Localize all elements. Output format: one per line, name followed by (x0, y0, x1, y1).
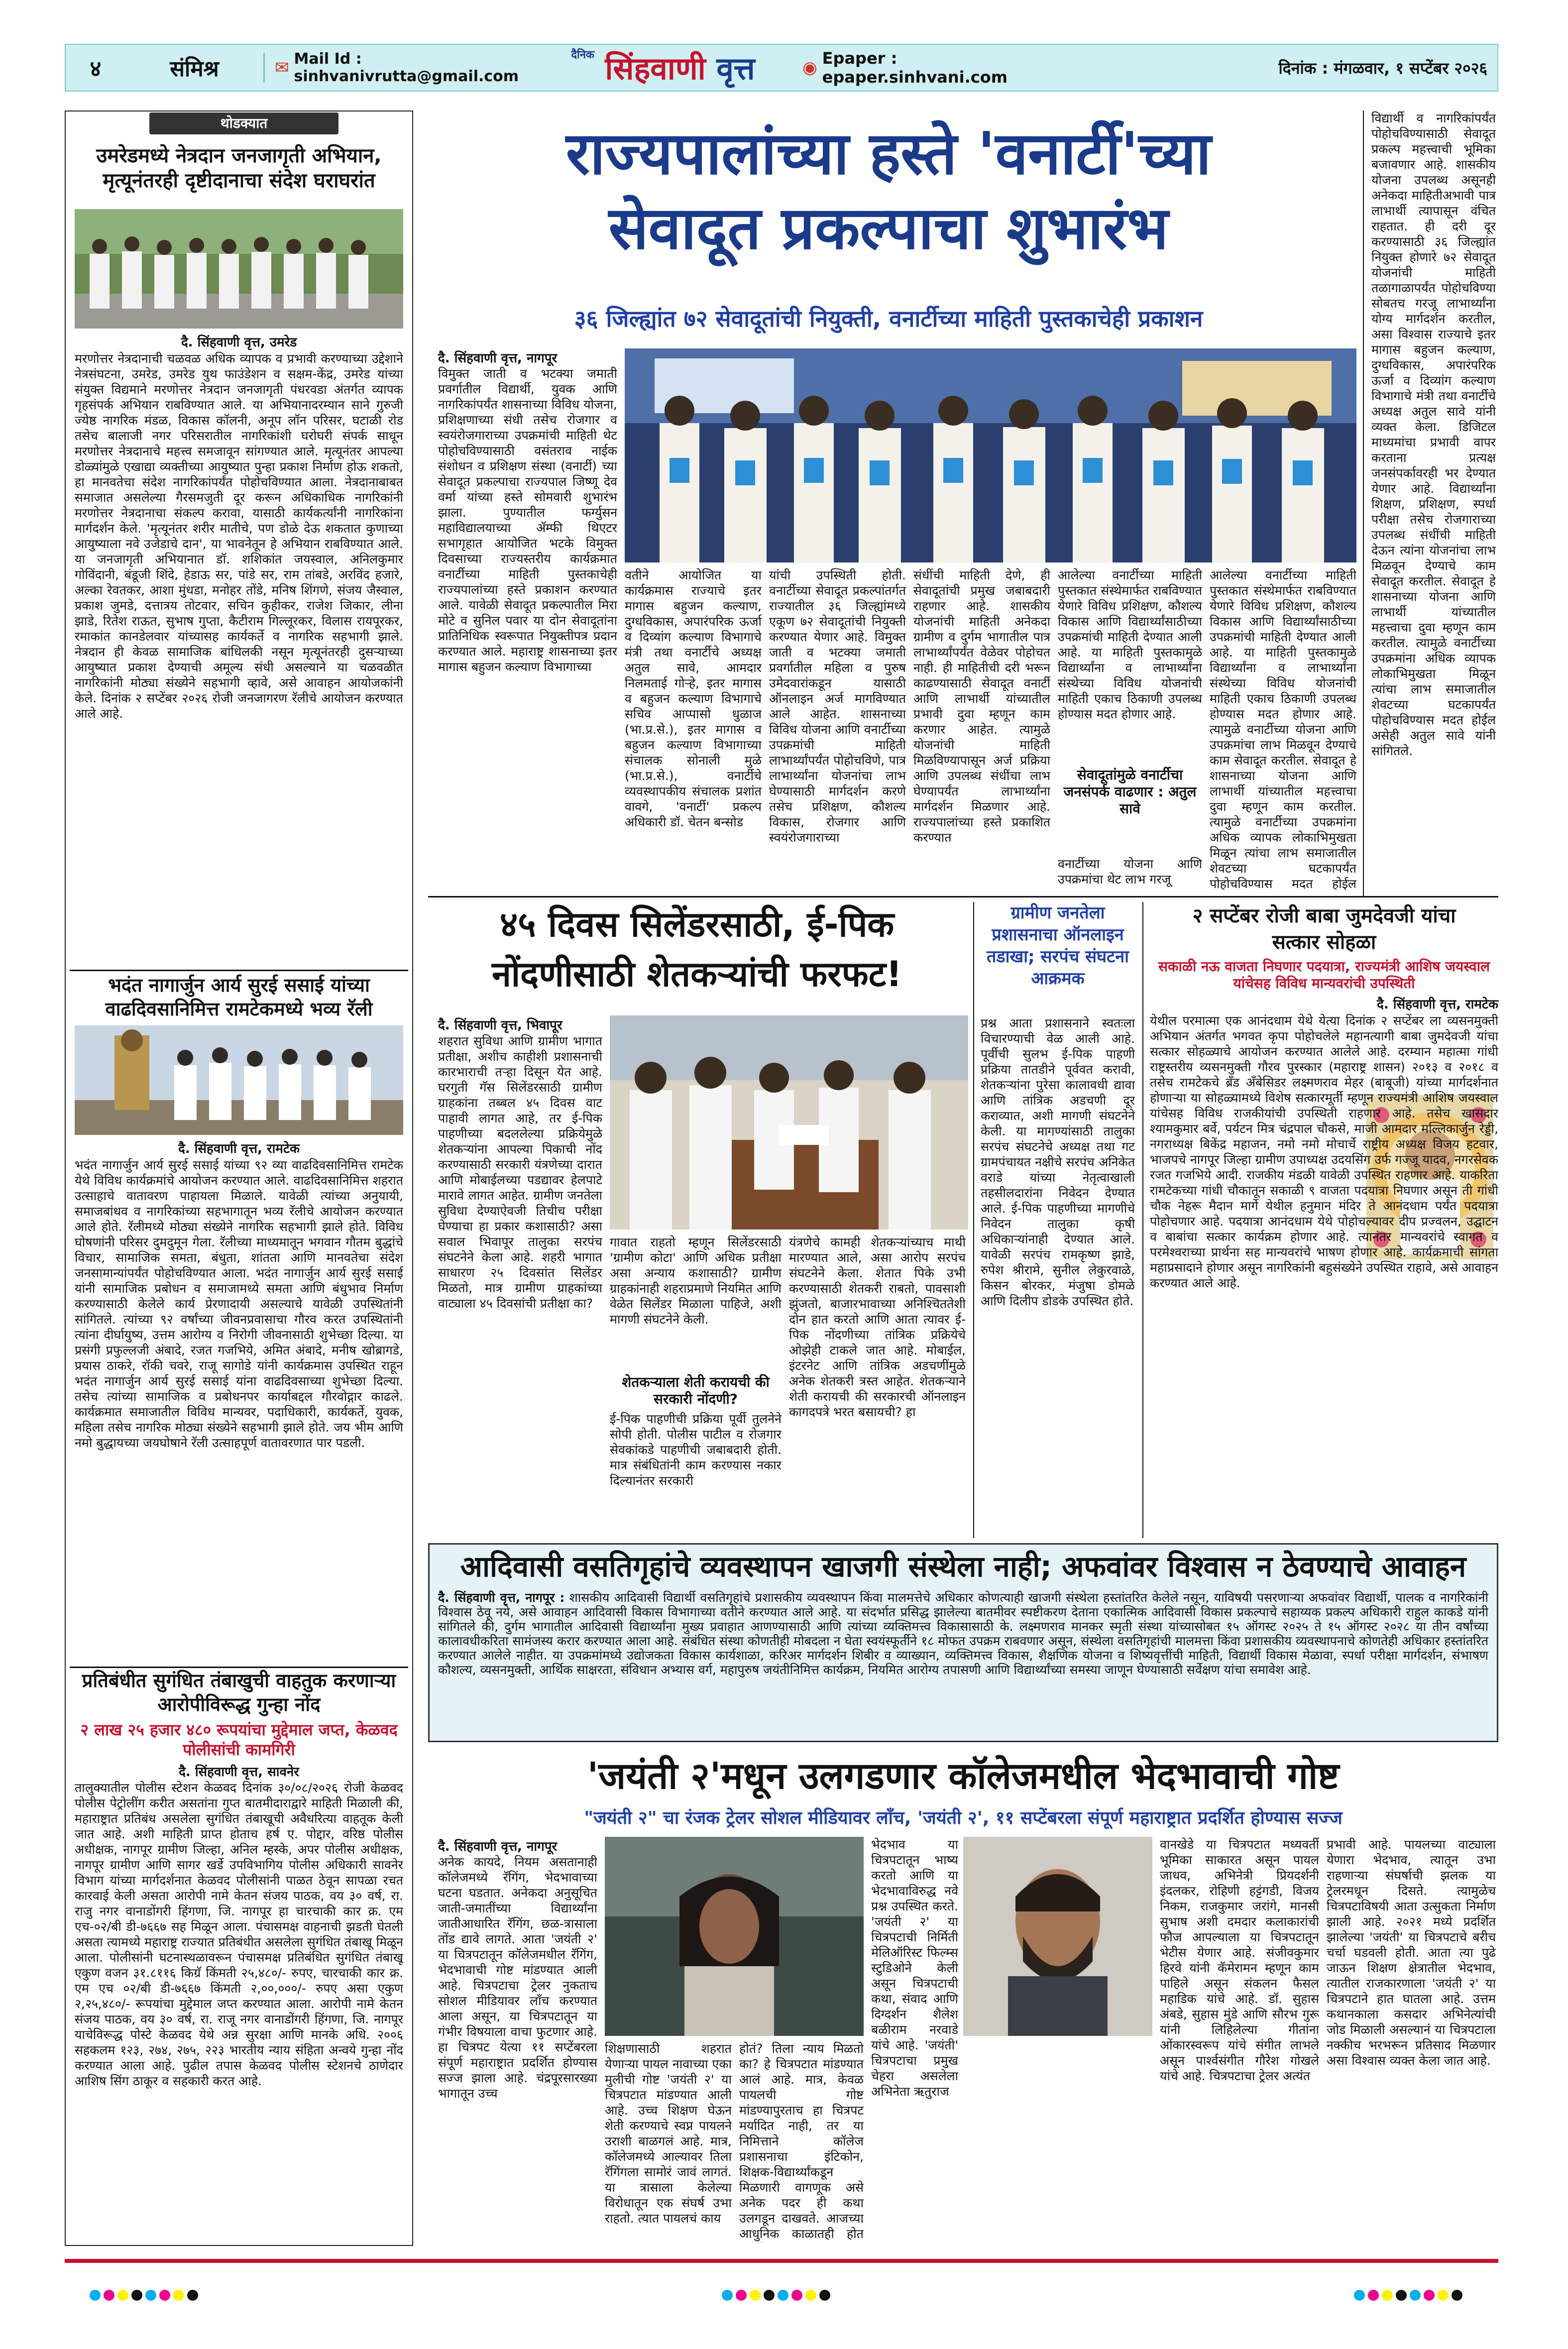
lead-col1: विमुक्त जाती व भटक्या जमाती प्रवर्गातील विद्यार्थी, युवक आणि नागरिकांपर्यंत शासनाच्या विविध योजना, प्रशिक्षणाच्या संधी तसेच रोजगार व स्वयंरोजगाराच्या उपक्रमांची माहिती थेट पोहोचविण्यासाठी वसंतराव नाईक संशोधन व प्रशिक्षण संस्था (वनार्टी) च्या सेवादूत प्रकल्पाचा राज्यपाल जिष्णू देव वर्मा यांच्या हस्ते सोमवारी शुभारंभ झाला. पुण्यातील फर्ग्युसन महाविद्यालयाच्या ॲम्फी थिएटर सभागृहात आयोजित भटके विमुक्त दिवसाच्या राज्यस्तरीय कार्यक्रमात वनार्टीच्या माहिती पुस्तकाचेही राज्यपालांच्या हस्ते प्रकाशन करण्यात आले. यावेळी सेवादूत प्रकल्पातील मिरा मोटे व सुनिल पवार या दोन सेवादूतांना प्रातिनिधिक स्वरूपात नियुक्तीपत्र प्रदान करण्यात आले. महाराष्ट्र शासनाच्या इतर मागास बहुजन कल्याण विभागाच्या (438, 366, 617, 674)
story2-byline: दै. सिंहवाणी वृत्त, रामटेक (178, 1141, 300, 1156)
satkar-body: येथील परमात्मा एक आनंदधाम येथे येत्या दिनांक २ सप्टेंबर ला व्यसनमुक्ती अभियान अंतर्गत भगवत कृपा पोहोचलेले महानत्यागी बाबा जुमदेवजी यांचा सत्कार सोहळ्याचे आयोजन करण्यात आलेले आहे. दरम्यान महात्मा गांधी राष्ट्रस्तरीय व्यसनमुक्ती गौरव पुरस्कार (महाराष्ट्र शासन) २०१३ व २०१८ व तसेच रामटेकचे ब्रँड अँबेसिडर लक्ष्मणराव मेहर (बाबूजी) यांच्या मार्गदर्शनात होणाऱ्या या सोहळ्यामध्ये विशेष सत्कारमूर्ती म्हणून राज्यमंत्री आशिष जयस्वाल यांचेसह विविध राजकीयांची उपस्थिती राहणार आहे. तसेच खासदार श्यामकुमार बर्वे, पर्यटन मित्र चंद्रपाल चौकसे, माजी आमदार मल्लिकार्जुन रेड्डी, नगराध्यक्ष बिकेंद्र महाजन, नमो नमो मोचार्चे राष्ट्रीय अध्यक्ष विजय हटवार, भाजपचे नागपूर जिल्हा ग्रामीण उपाध्यक्ष उदयसिंग उर्फ गज्जू यादव, नगरसेवक रजत गजभिये आदी. राजकीय मंडळी यावेळी उपस्थित राहणार आहे. याकरिता रामटेकच्या गांधी चौकातून सकाळी ९ वाजता पदयात्रा निघणार असून ती गांधी चौक नेहरू मैदान मार्गे येथील हनुमान मंदिर ते आनंदधाम पर्यंत पदयात्रा पोहोचणार आहे. पदयात्रा आनंदधाम येथे पोहोचल्यावर दीप प्रज्वलन, उद्घाटन व बाबांचा सत्कार कार्यक्रम होणार आहे. त्यानंतर मान्यवरांचे स्वागत व परमेश्वराच्या प्रार्थना सह मान्यवरांचे भाषण होणार आहे. कार्यक्रमाची सांगता महाप्रसादाने होणार असून नागरिकांनी बहुसंख्येने उपस्थित राहावे, असे आवाहन करण्यात आले आहे. (1150, 1013, 1498, 1290)
lead-headline-1: राज्यपालांच्या हस्ते 'वनार्टी'च्या (565, 119, 1212, 188)
issue-date: दिनांक : मंगळवार, १ सप्टेंबर २०२६ (1278, 58, 1487, 78)
eye-donation-group-photo (75, 209, 403, 329)
cyl-byline: दै. सिंहवाणी वृत्त, भिवापूर (438, 1018, 562, 1033)
jayanti-col3: होतं? तिला न्याय मिळतो का? हे चित्रपटात मांडण्यात आलं आहे. मात्र, केवळ पायलची गोष्ट मांडण्यापुरताच हा चित्रपट मर्यादित नाही, तर या निमित्ताने कॉलेज प्रशासनाचा इंटिकोन, शिक्षक-विद्यार्थ्यांकडून मिळणारी वागणूक असे अनेक पदर ही कथा उलगडून दाखवते. आजच्या आधुनिक काळातही होत (739, 2041, 864, 2241)
cyl-col3: यंत्रणेचे कामही शेतकऱ्यांच्याच माथी मारण्यात आले, असा आरोप सरपंच संघटनेने केला. शेतात पिके उभी करण्यासाठी शेतकरी राबतो, पावसाशी झुंजतो, बाजारभावाच्या अनिश्चिततेशी दोन हात करतो आणि आता त्यावर ई-पिक नोंदणीच्या तांत्रिक प्रक्रियेचे ओझेही टाकले जात आहे. मोबाईल, इंटरनेट आणि तांत्रिक अडचणींमुळे अनेक शेतकरी त्रस्त आहेत. शेतकऱ्याने शेती करायची की सरकारची ऑनलाइन कागदपत्रे भरत बसायची? हा (789, 1235, 966, 1419)
sidebar-divider-1 (70, 970, 408, 971)
satkar-headline-1: २ सप्टेंबर रोजी बाबा जुमदेवजी यांचा (1192, 904, 1456, 927)
mail-id[interactable] (265, 50, 524, 85)
page-number: ४ (90, 56, 102, 82)
lead-col2: वतीने आयोजित या कार्यक्रमास राज्याचे इतर मागास बहुजन कल्याण, दुग्धविकास, अपारंपरिक ऊर्जा व दिव्यांग कल्याण विभागाचे मंत्री तथा वनार्टीचे अध्यक्ष अतुल सावे, आमदार निलमताई गोऱ्हे, इतर मागास व बहुजन कल्याण विभागाचे सचिव आप्पासो धुळाज (भा.प्र.से.), इतर मागास व बहुजन कल्याण विभागाच्या संचालक सोनाली मुळे (भा.प्र.से.), वनार्टीचे व्यवस्थापकीय संचालक प्रशांत वावगे, 'वनार्टी' प्रकल्प अधिकारी डॉ. चेतन बन्सोड (625, 568, 762, 829)
lead-col5-tail: वनार्टीच्या योजना आणि उपक्रमांचा थेट लाभ गरजू (1058, 857, 1202, 887)
memorandum-photo (610, 1015, 968, 1230)
jayanti-col5: वानखेडे या चित्रपटात मध्यवर्ती भूमिका साकारत असून पायल जाधव, अभिनेत्री प्रियदर्शनी इंदलकर, रोहिणी हट्टंगडी, विजय निकम, राजकुमार जरांगे, मानसी सुभाष अशी दमदार कलाकारांची फौज आपल्याला या चित्रपटातून भेटीस येणार आहे. संजीवकुमार हिरवे यांनी कॅमेरामन म्हणून काम पाहिले असून संकलन फैसल महाडिक यांचे आहे. डॉ. सुहास अंबडे, सुहास मुंडे आणि सौरभ गुरू यांनी लिहिलेल्या गीतांना ओंकारस्वरूप यांचे संगीत लाभले असून पार्श्वसंगीत गौरेश गोखले यांचे आहे. चित्रपटाचा ट्रेलर अत्यंत (1160, 1837, 1319, 2083)
jayanti-still-girl (605, 1837, 864, 2036)
governor-launch-photo (625, 348, 1356, 562)
lead-subheadline: ३६ जिल्ह्यांत ७२ सेवादूतांची नियुक्ती, वनार्टीच्या माहिती पुस्तकाचेही प्रकाशन (574, 305, 1203, 332)
satkar-subheadline: सकाळी नऊ वाजता निघणार पदयात्रा, राज्यमंत्री आशिष जयस्वाल यांचेसह विविध मान्यवरांची उपस्थिती (1158, 958, 1490, 992)
logo-main: सिंहवाणी (605, 50, 706, 87)
adivasi-text: शासकीय आदिवासी विद्यार्थी वसतिगृहांचे प्रशासकीय व्यवस्थापन किंवा मालमत्तेचे अधिकार कोणत्याही खाजगी संस्थेला हस्तांतरित केलेले नसून, याविषयी पसरणाऱ्या अफवांवर विद्यार्थी, पालक व नागरिकांनी विश्वास ठेवू नये, असे आवाहन आदिवासी विकास विभागाच्या वतीने करण्यात आले आहे. या संदर्भात प्रसिद्ध झालेल्या बातमीवर स्पष्टीकरण देताना एकात्मिक आदिवासी विकास प्रकल्पाचे सहाय्यक प्रकल्प अधिकारी राहुल काकडे यांनी सांगितले की, दुर्गम भागातील आदिवासी विद्यार्थ्यांना मुख्य प्रवाहात आणण्यासाठी आणि त्यांच्या व्यक्तिमत्त्व विकासासाठी के. लक्ष्मणराव मानकर स्मृती संस्था यांच्यासोबत १५ ऑगस्ट २०२५ ते १५ ऑगस्ट २०२८ या तीन वर्षांच्या कालावधीकरिता सामंजस्य करार करण्यात आला आहे. संबंधित संस्था कोणतीही मोबदला न घेता स्वयंस्फूर्तीने १८ मोफत उपक्रम राबवणार असून, संस्थेला वसतिगृहांची मालमत्ता किंवा प्रशासकीय व्यवस्थापनाचे कोणतेही अधिकार हस्तांतरित करण्यात आलेले नाहीत. या उपक्रमांमध्ये उद्योजकता विकास कार्यशाळा, करिअर मार्गदर्शन शिबीर व व्याख्यान, व्यक्तिमत्त्व विकास, शैक्षणिक योजना व शिष्यवृत्तींची माहिती, विद्यार्थी विकास मेळावा, स्पर्धा परीक्षा मार्गदर्शन, संभाषण कौशल्य, व्यसनमुक्ती, आर्थिक साक्षरता, संविधान अभ्यास वर्ग, महापुरुष जयंतीनिमित्त कार्यक्रम, नियमित आरोग्य तपासणी आणि विद्यार्थ्यांच्या समस्या जाणून घेण्यासाठी सर्वेक्षण यांचा समावेश आहे. (438, 1590, 1488, 1677)
jayanti-col2: शिक्षणासाठी शहरात येणाऱ्या पायल नावाच्या एका मुलीची गोष्ट 'जयंती २' या चित्रपटात मांडण्यात आली आहे. उच्च शिक्षण घेऊन शेती करण्याचे स्वप्न पायलने उराशी बाळगलं आहे. मात्र, कॉलेजमध्ये आल्यावर तिला रॅगिंगला सामोरं जावं लागतं. या त्रासाला केलेल्या विरोधातून एक संघर्ष उभा राहतो. त्यात पायलचं काय (605, 2041, 732, 2226)
logo-prefix: दैनिक (571, 49, 594, 61)
story2-title: भदंत नागार्जुन आर्य सुरई ससाई यांच्या वाढदिवसानिमित्त रामटेकमध्ये भव्य रॅली (105, 974, 373, 1020)
lead-col5-subhead: सेवादूतांमुळे वनार्टीचा जनसंपर्क वाढणार : अतुल सावे (1063, 767, 1197, 817)
lead-col5: आलेल्या वनार्टीच्या माहिती पुस्तकात संस्थेमार्फत राबविण्यात येणारे विविध प्रशिक्षण, कौशल्य विकास आणि विद्यार्थ्यांसाठीच्या उपक्रमांची माहिती देण्यात आली आहे. या माहिती पुस्तकामुळे विद्यार्थ्यांना व लाभार्थ्यांना संस्थेच्या विविध योजनांची माहिती एकाच ठिकाणी उपलब्ध होण्यास मदत होणार आहे. (1058, 568, 1202, 721)
cyl-col2: गावात राहतो म्हणून सिलेंडरसाठी 'ग्रामीण कोटा' आणि अधिक प्रतीक्षा असा अन्याय कशासाठी? ग्रामीण ग्राहकांनाही शहराप्रमाणे नियमित आणि वेळेत सिलेंडर मिळाला पाहिजे, अशी मागणी संघटनेने केली. (610, 1235, 782, 1327)
jayanti-col1: अनेक कायदे, नियम असतानाही कॉलेजमध्ये रॅगिंग, भेदभावाच्या घटना घडतात. अनेकदा अनुसूचित जाती-जमातींच्या विद्यार्थ्यांना जातीआधारित रॅगिंग, छळ-त्रासाला तोंड द्यावे लागते. आता 'जयंती २' या चित्रपटातून कॉलेजमधील रॅगिंग, भेदभावाची गोष्ट मांडण्यात आली आहे. चित्रपटाचा ट्रेलर नुकताच सोशल मीडियावर लाँच करण्यात आला असून, या चित्रपटातून या गंभीर विषयाला वाचा फुटणार आहे. हा चित्रपट येत्या ११ सप्टेंबरला संपूर्ण महाराष्ट्रात प्रदर्शित होण्यास सज्ज झाला आहे. चंद्रपूरसारख्या भागातून उच्च (438, 1855, 597, 2101)
page-header (65, 44, 1498, 92)
satkar-byline: दै. सिंहवाणी वृत्त, रामटेक (1377, 997, 1498, 1012)
jayanti-still-man (963, 1837, 1152, 2036)
lead-bottom-rule (428, 896, 1498, 897)
story3-title: प्रतिबंधीत सुगंधित तंबाखुची वाहतुक करणाऱ्या आरोपीविरूद्ध गुन्हा नोंद (82, 1670, 396, 1715)
story2-body: भदंत नागार्जुन आर्य सुरई ससाई यांच्या ९२ व्या वाढदिवसानिमित्त रामटेक येथे विविध कार्यक्रमांचे आयोजन करण्यात आले. वाढदिवसानिमित्त शहरात उत्साहाचे वातावरण पाहायला मिळाले. यावेळी त्यांच्या अनुयायी, समाजबांधव व नागरिकांच्या सहभागातून भव्य रॅलीचे आयोजन करण्यात आले होते. रॅलीमध्ये मोठ्या संख्येने नागरिक सहभागी झाले होते. विविध घोषणांनी परिसर दुमदुमून गेला. रॅलीच्या माध्यमातून भगवान गौतम बुद्धांचे विचार, सामाजिक समता, बंधुता, शांतता आणि मानवतेचा संदेश जनसामान्यांपर्यंत पोहोचविण्यात आला. भदंत नागार्जुन आर्य सुरई ससाई यांनी सामाजिक प्रबोधन व समाजामध्ये समता आणि बंधुभाव निर्माण करण्यासाठी केलेले कार्य प्रेरणादायी असल्याचे यावेळी उपस्थितांनी सांगितले. त्यांच्या ९२ वर्षांच्या जीवनप्रवासाचा गौरव करत उपस्थितांनी त्यांना दीर्घायुष्य, उत्तम आरोग्य व निरोगी जीवनासाठी शुभेच्छा दिल्या. या प्रसंगी प्रफुल्लजी अंबादे, रजत गजभिये, अमित अंबादे, मनीष खोब्रागडे, प्रयास ठाकरे, रॉकी चवरे, राजू सागोडे यांनी कार्यक्रमास उपस्थित राहून भदंत नागार्जुन आर्य सुरई ससाई यांना वाढदिवसाच्या शुभेच्छा दिल्या. तसेच त्यांच्या सामाजिक व प्रबोधनपर कार्याबद्दल गौरवोद्गार काढले. कार्यक्रमात समाजातील विविध मान्यवर, पदाधिकारी, कार्यकर्ते, युवक, महिला तसेच नागरिक मोठ्या संख्येने सहभागी झाले होते. जय भीम आणि नमो बुद्धायच्या जयघोषाने रॅली उत्साहपूर्ण वातावरणात पार पडली. (75, 1158, 403, 1450)
story1-byline: दै. सिंहवाणी वृत्त, उमरेड (181, 335, 297, 350)
cyl-headline-2: नोंदणीसाठी शेतकऱ्यांची फरफट! (492, 954, 902, 995)
sidebar-divider-2 (70, 1667, 408, 1668)
logo-tail: वृत्त (716, 50, 755, 87)
lead-col3: यांची उपस्थिती होती. वनार्टीच्या सेवादूत प्रकल्पांतर्गत राज्यातील ३६ जिल्ह्यांमध्ये एकूण ७२ सेवादूतांची नियुक्ती करण्यात येणार आहे. विमुक्त जाती व भटक्या जमाती प्रवर्गातील महिला व पुरुष उमेदवारांकडून यासाठी ऑनलाइन अर्ज मागविण्यात आले आहेत. शासनाच्या विविध योजना आणि वनार्टीच्या उपक्रमांची माहिती लाभार्थ्यांपर्यंत पोहोचविणे, पात्र लाभार्थ्यांना योजनांचा लाभ घेण्यासाठी मार्गदर्शन करणे तसेच प्रशिक्षण, कौशल्य विकास, रोजगार आणि स्वयंरोजगाराच्या (769, 568, 906, 845)
jayanti-col6: प्रभावी आहे. पायलच्या वाट्याला येणारा भेदभाव, त्यातून उभा राहणाऱ्या संघर्षाची झलक या ट्रेलरमधून दिसते. त्यामुळेच चित्रपटाविषयी आता उत्सुकता निर्माण झाली आहे. २०२१ मध्ये प्रदर्शित झालेल्या 'जयंती' या चित्रपटाचे बरीच चर्चा घडवली होती. आता त्या पुढे जाऊन शिक्षण क्षेत्रातील भेदभाव, त्यातील राजकारणाला 'जयंती २' या चित्रपटाने हात घातला आहे. उत्तम कथानकाला कसदार अभिनेत्यांची जोड मिळाली असल्यानं या चित्रपटाला नक्कीच भरभरून प्रतिसाद मिळणार असा विश्वास व्यक्त केला जात आहे. (1327, 1837, 1496, 2068)
lead-col6: आलेल्या वनार्टीच्या माहिती पुस्तकात संस्थेमार्फत राबविण्यात येणारे विविध प्रशिक्षण, कौशल्य विकास आणि विद्यार्थ्यांसाठीच्या उपक्रमांची माहिती देण्यात आली आहे. या माहिती पुस्तकामुळे विद्यार्थ्यांना व लाभार्थ्यांना संस्थेच्या विविध योजनांची माहिती एकाच ठिकाणी उपलब्ध होण्यास मदत होणार आहे. त्यामुळे वनार्टीच्या योजना आणि उपक्रमांचा लाभ मिळवून देण्याचे काम सेवादूत करतील. सेवादूत हे शासनाच्या योजना आणि लाभार्थी यांच्यातील महत्त्वाचा दुवा म्हणून काम करतील. त्यामुळे वनार्टीच्या उपक्रमांना अधिक व्यापक लोकाभिमुखता मिळून त्यांचा लाभ समाजातील शेवटच्या घटकापर्यंत पोहोचविण्यास मदत होईल (1210, 568, 1356, 891)
sidebar-tag: थोडक्यात (149, 112, 338, 134)
adivasi-body (438, 1590, 1488, 1735)
jayanti-headline: 'जयंती २'मधून उलगडणार कॉलेजमधील भेदभावाची गोष्ट (587, 1755, 1340, 1797)
lead-byline: दै. सिंहवाणी वृत्त, नागपूर (438, 351, 558, 366)
section-name: संमिश्र (125, 53, 265, 83)
adivasi-byline: दै. सिंहवाणी वृत्त, नागपूर : (438, 1590, 565, 1605)
epaper-link[interactable] (802, 49, 1081, 87)
epaper-icon: ◉ (802, 58, 817, 78)
rally-photo (75, 1025, 403, 1135)
story3-byline: दै. सिंहवाणी वृत्त, सावनेर (179, 1765, 299, 1780)
cyl-col1: शहरात सुविधा आणि ग्रामीण भागात प्रतीक्षा, अशीच काहीशी प्रशासनाची कारभाराची तऱ्हा दिसून येत आहे. घरगुती गॅस सिलेंडरसाठी ग्रामीण ग्राहकांना तब्बल ४५ दिवस वाट पाहावी लागत आहे, तर ई-पिक पाहणीच्या बदललेल्या प्रक्रियेमुळे शेतकऱ्यांना आपल्या पिकाची नोंद करण्यासाठी सरकारी यंत्रणेच्या दारात आणि मोबाईलच्या पडद्यावर हेलपाटे मारावे लागत आहेत. ग्रामीण जनतेला सुविधा देण्याऐवजी तिचीच परीक्षा घेण्याचा हा प्रकार कशासाठी? असा सवाल भिवापूर तालुका सरपंच संघटनेने केला आहे. शहरी भागात साधारण २५ दिवसांत सिलेंडर मिळतो, मात्र ग्रामीण ग्राहकांच्या वाट्याला ४५ दिवसांची प्रतीक्षा का? (438, 1034, 602, 1311)
bottom-red-rule (65, 2259, 1498, 2263)
lead-right-divider (1363, 111, 1364, 897)
cyl-side-title: ग्रामीण जनतेला प्रशासनाचा ऑनलाइन तडाखा; सरपंच संघटना आक्रमक (987, 903, 1129, 989)
story3-subtitle: २ लाख २५ हजार ४८० रूपयांचा मुद्देमाल जप्त, केळवद पोलीसांची कामगिरी (80, 1720, 398, 1759)
jayanti-subheadline: "जयंती २" चा रंजक ट्रेलर सोशल मीडियावर लाँच, 'जयंती २', ११ सप्टेंबरला संपूर्ण महाराष्ट्रात प्रदर्शित होण्यास सज्ज (584, 1808, 1343, 1828)
adivasi-headline: आदिवासी वसतिगृहांचे व्यवस्थापन खाजगी संस्थेला नाही; अफवांवर विश्वास न ठेवण्याचे आवाहन (460, 1550, 1466, 1583)
lead-col4: संधींची माहिती देणे, ही सेवादूतांची प्रमुख जबाबदारी राहणार आहे. शासकीय योजनांची माहिती अनेकदा ग्रामीण व दुर्गम भागातील पात्र लाभार्थ्यांपर्यंत वेळेवर पोहोचत नाही. ही माहितीची दरी भरून काढण्यासाठी सेवादूत वनार्टी आणि लाभार्थी यांच्यातील प्रभावी दुवा म्हणून काम करणार आहेत. त्यामुळे योजनांची माहिती मिळविण्यापासून अर्ज प्रक्रिया आणि उपलब्ध संधींचा लाभ घेण्यापर्यंत लाभार्थ्यांना मार्गदर्शन मिळणार आहे. राज्यपालांच्या हस्ते प्रकाशित करण्यात (913, 568, 1050, 845)
jayanti-col4: भेदभाव या चित्रपटातून भाष्य करतो आणि या भेदभावाविरुद्ध नवे प्रश्न उपस्थित करते. 'जयंती २' या चित्रपटाची निर्मिती मेलिऑरिस्ट फिल्म्स स्टुडिओने केली असून चित्रपटाची कथा, संवाद आणि दिग्दर्शन शैलेश बळीराम नरवाडे यांचे आहे. 'जयंती' चित्रपटाचा प्रमुख चेहरा असलेला अभिनेता ऋतुराज (871, 1837, 958, 2099)
jayanti-byline: दै. सिंहवाणी वृत्त, नागपूर (438, 1839, 558, 1854)
cyl-headline-1: ४५ दिवस सिलेंडरसाठी, ई-पिक (499, 904, 895, 945)
registration-marks-left (90, 2290, 198, 2301)
registration-marks-mid (722, 2290, 830, 2301)
satkar-left-divider (1142, 902, 1143, 1538)
cyl-col2b: ई-पिक पाहणीची प्रक्रिया पूर्वी तुलनेने सोपी होती. पोलीस पाटील व रोजगार सेवकांकडे पाहणीची जबाबदारी होती. मात्र संबंधितांनी काम करण्यास नकार दिल्यानंतर सरकारी (610, 1412, 782, 1488)
story3-body: तालुक्यातील पोलीस स्टेशन केळवद दिनांक ३०/०८/२०२६ रोजी केळवद पोलीस पेट्रोलींग करीत असतांना गुप्त बातमीदाराद्वारे माहिती मिळाली की, महाराष्ट्रात प्रतिबंध असलेला सुगंधित तंबाखूची अवैधरित्या वाहतूक केली जात आहे. अशी माहिती प्राप्त होताच हर्ष ए. पोद्दार, वरिष्ठ पोलीस अधीक्षक, नागपूर ग्रामीण जिल्हा, अनिल म्हस्के, अपर पोलीस अधीक्षक, नागपूर ग्रामीण आणि सागर खर्डे उपविभागिय पोलीस अधिकारी सावनेर विभाग यांच्या मार्गदर्शनात केळवद पोलीसांनी पाळत ठेवून सापळा रचत कारवाई केली असता आरोपी नामे केतन संजय पाठक, वय ३० वर्ष, रा. राजु नगर वानाडोंगरी हिंगणा, जि. नागपूर हा चारचाकी कार क्र. एम एच-०२/बी डी-७६६७ सह मिळून आला. पंचासमक्ष वाहनाची झडती घेतली असता त्यामध्ये महाराष्ट्र राज्यात प्रतिबंधीत असलेला सुगंधित तंबाखू मिळून आला. पोलीसांनी घटनास्थळावरून पंचासमक्ष प्रतिबंधित सुगंधित तंबाखू एकुण वजन ३१.८११६ किग्रॅ किंमती २५,४८०/- रुपए, चारचाकी कार क्र. एम एच ०२/बी डी-७६६७ किंमती २,००,०००/- रुपए असा एकुण २,२५,४८०/- रूपयांचा मुद्देमाल जप्त करण्यात आला. आरोपी नामे केतन संजय पाठक, वय ३० वर्ष, रा. राजू नगर वानाडोंगरी हिंगणा, जि. नागपूर याचेविरूद्ध पोस्टे केळवद येथे अन्न सुरक्षा आणि मानके अधि. २००६ सहकलम १२३, २७४, २७५, २२३ भारतीय न्याय संहिता अन्वये गुन्हा नोंद करण्यात आला आहे. पुढील तपास केळवद पोलीस स्टेशनचे ठाणेदार आशिष सिंग ठाकूर व सहकारी करत आहे. (75, 1781, 403, 2088)
lead-headline-2: सेवादूत प्रकल्पाचा शुभारंभ (608, 194, 1169, 262)
story1-body: मरणोत्तर नेत्रदानाची चळवळ अधिक व्यापक व प्रभावी करण्याच्या उद्देशाने नेत्रसंघटना, उमरेड, उमरेड युथ फाउंडेशन व सक्षम-केंद्र, उमरेड यांच्या संयुक्त विद्यमाने मरणोत्तर नेत्रदान जनजागृती पंधरवडा अंतर्गत व्यापक गृहसंपर्क अभियान राबविण्यात आले. या अभियानादरम्यान साने गुरुजी ज्येष्ठ नागरिक मंडळ, विकास कॉलनी, अनूप लॉन परिसर, घटाळी रोड तसेच बालाजी नगर परिसरातील नागरिकांशी घरोघरी संपर्क साधून मरणोत्तर नेत्रदानाचे महत्त्व समजावून सांगण्यात आले. मृत्यूनंतर आपल्या डोळ्यांमुळे एखाद्या व्यक्तीच्या आयुष्यात पुन्हा प्रकाश निर्माण होऊ शकतो, हा मानवतेचा संदेश नागरिकांपर्यंत पोहोचविण्यात आला. नेत्रदानाबाबत समाजात असलेल्या गैरसमजुती दूर करून अधिकाधिक नागरिकांनी मरणोत्तर नेत्रदानाचा संकल्प करावा, यासाठी कार्यकर्त्यांनी नागरिकांना मार्गदर्शन केले. 'मृत्यूनंतर शरीर मातीचे, पण डोळे देऊ शकतात कुणाच्या आयुष्याला नवे उजेडाचे दान', या भावनेतून हे अभियान राबविण्यात आले. या जनजागृती अभियानात डॉ. शशिकांत जयस्वाल, अनिलकुमार गोविंदानी, बंडूजी शिंदे, हेडाऊ सर, पांडे सर, राम तांबडे, अरविंद हजारे, अल्का रेवतकर, आशा मुंधडा, मनोहर तोंडे, मनिष शिंगणे, संजय जैस्वाल, प्रकाश जुमडे, दत्तात्रय तोटवार, सचिन कुहीकर, राजेश जिकार, लीना झाडे, रितेश राऊत, सुभाष गुप्ता, कैटीराम गिल्लूरकर, विलास रायपूरकर, रमाकांत कानडेलवार यांच्यासह कार्यकर्ते व नागरिक सहभागी झाले. नेत्रदान ही केवळ सामाजिक बांधिलकी नसून मृत्यूनंतरही दुसऱ्याच्या आयुष्यात प्रकाश देण्याची अमूल्य संधी असल्याने या चळवळीत नागरिकांनी मोठ्या संख्येने सहभागी व्हावे, असे आवाहन आयोजकांनी केले. दिनांक २ सप्टेंबर २०२६ रोजी जनजागरण रॅलीचे आयोजन करण्यात आले आहे. (75, 351, 403, 721)
cyl-subhead: शेतकऱ्याला शेती करायची की सरकारी नोंदणी? (622, 1374, 770, 1407)
gmail-icon: ✉ (275, 58, 289, 78)
registration-marks-right (1354, 2290, 1462, 2301)
epaper-text: Epaper : epaper.sinhvani.com (822, 49, 1008, 87)
cyl-col4: प्रश्न आता प्रशासनाने स्वतःला विचारण्याची वेळ आली आहे. पूर्वीची सुलभ ई-पिक पाहणी प्रक्रिया तातडीने पूर्ववत करावी, शेतकऱ्यांना पुरेसा कालावधी द्यावा आणि तांत्रिक अडचणी दूर कराव्यात, अशी मागणी संघटनेने केली. या मागण्यांसाठी तालुका सरपंच संघटनेचे अध्यक्ष तथा गट ग्रामपंचायत नक्षीचे सरपंच अनिकेत वराडे यांच्या नेतृत्वाखाली तहसीलदारांना निवेदन देण्यात आले. ई-पिक पाहणीच्या मागणीचे निवेदन तालुका कृषी अधिकाऱ्यांनाही देण्यात आले. यावेळी सरपंच रामकृष्ण झाडे, रुपेश श्रीरामे, सुनील लेकुरवाळे, किसन बोरकर, मंजुषा डोमळे आणि दिलीप डोडके उपस्थित होते. (981, 1016, 1135, 1308)
cyl-right-divider (973, 902, 974, 1538)
story1-title: उमरेडमध्ये नेत्रदान जनजागृती अभियान, मृत्यूनंतरही दृष्टीदानाचा संदेश घराघरांत (96, 144, 382, 192)
mail-text: Mail Id : sinhvanivrutta@gmail.com (294, 50, 519, 85)
lead-right-col: विद्यार्थी व नागरिकांपर्यंत पोहोचविण्यासाठी सेवादूत प्रकल्प महत्त्वाची भूमिका बजावणार आहे. शासकीय योजना उपलब्ध असूनही अनेकदा माहितीअभावी पात्र लाभार्थी त्यापासून वंचित राहतात. ही दरी दूर करण्यासाठी ३६ जिल्ह्यांत नियुक्त होणारे ७२ सेवादूत योजनांची माहिती तळागाळापर्यंत पोहोचविण्या सोबतच गरजू लाभार्थ्यांना योग्य मार्गदर्शन करतील, असा विश्वास राज्याचे इतर मागास बहुजन कल्याण, दुग्धविकास, अपारंपरिक ऊर्जा व दिव्यांग कल्याण विभागाचे मंत्री तथा वनार्टीचे अध्यक्ष अतुल सावे यांनी व्यक्त केला. डिजिटल माध्यमांचा प्रभावी वापर करताना प्रत्यक्ष जनसंपर्कावरही भर देण्यात येणार आहे. विद्यार्थ्यांना शिक्षण, प्रशिक्षण, स्पर्धा परीक्षा तसेच रोजगाराच्या उपलब्ध संधींची माहिती देऊन त्यांना योजनांचा लाभ मिळवून देण्याचे काम सेवादूत करतील. सेवादूत हे शासनाच्या योजना आणि लाभार्थी यांच्यातील महत्त्वाचा दुवा म्हणून काम करतील. त्यामुळे वनार्टीच्या उपक्रमांना अधिक व्यापक लोकाभिमुखता मिळून त्यांचा लाभ समाजातील शेवटच्या घटकापर्यंत पोहोचविण्यास मदत होईल असेही अतुल सावे यांनी सांगितले. (1371, 111, 1496, 758)
masthead-logo (524, 47, 802, 89)
satkar-headline-2: सत्कार सोहळा (1272, 931, 1376, 954)
